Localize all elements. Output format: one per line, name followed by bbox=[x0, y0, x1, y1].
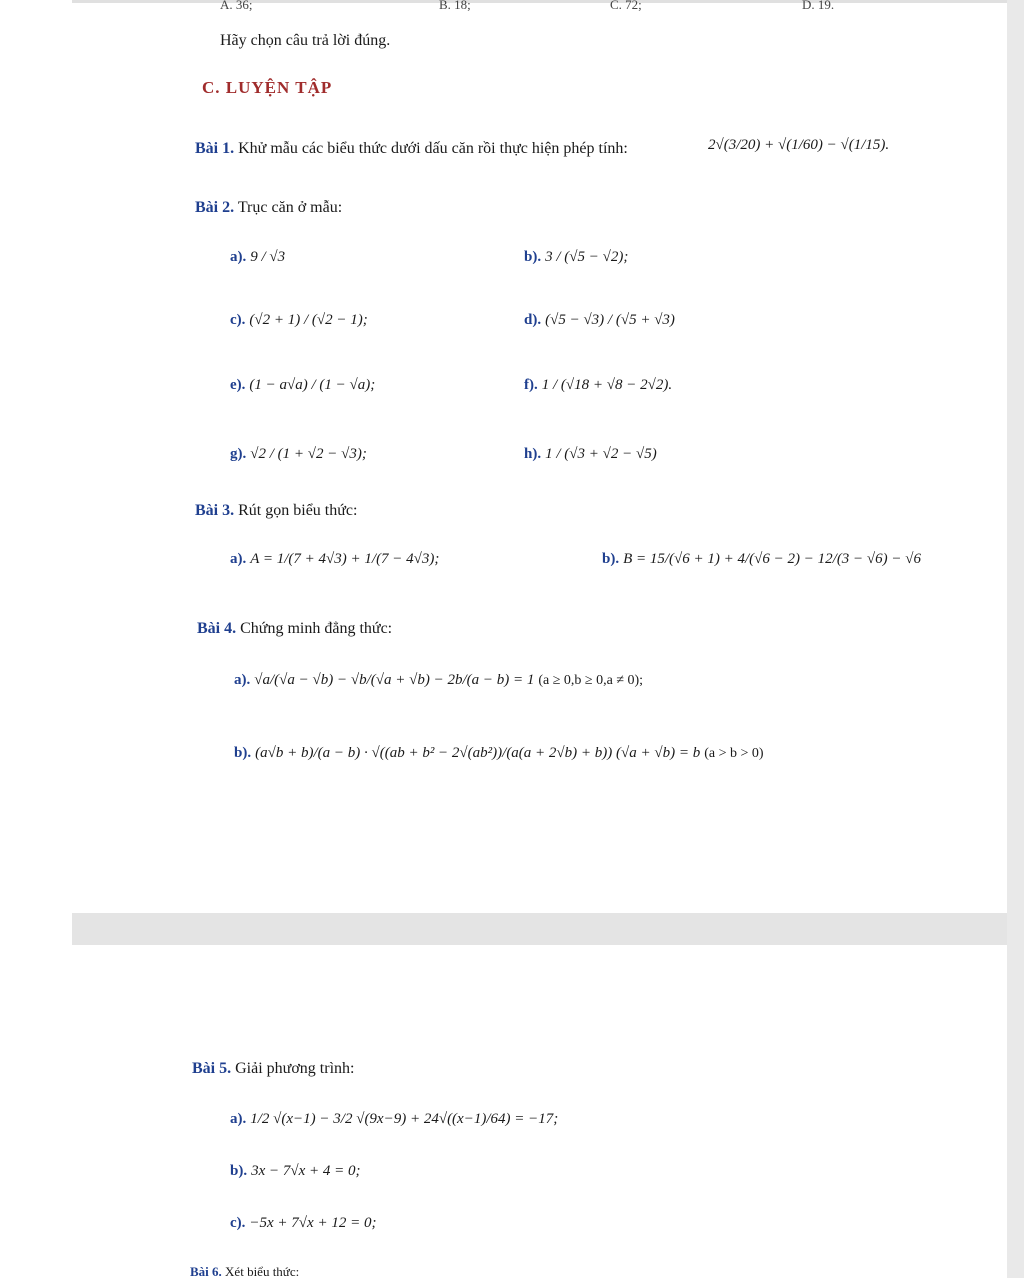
bai2-text: Trục căn ở mẫu: bbox=[237, 199, 343, 216]
bai5-c-expr: −5x + 7√x + 12 = 0; bbox=[249, 1215, 377, 1231]
bai2-h-label: h). bbox=[524, 446, 542, 462]
bai5-item-c bbox=[230, 1214, 376, 1232]
bai3-a-expr: A = 1/(7 + 4√3) + 1/(7 − 4√3); bbox=[250, 551, 440, 567]
bai3-text: Rút gọn biểu thức: bbox=[238, 502, 358, 519]
bai4-a-label: a). bbox=[234, 672, 251, 688]
bai6-text: Xét biểu thức: bbox=[225, 1264, 300, 1279]
bai5-c-label: c). bbox=[230, 1215, 246, 1231]
bai2-g-expr: √2 / (1 + √2 − √3); bbox=[250, 446, 367, 462]
bai2-heading bbox=[195, 199, 342, 217]
bai2-d-label: d). bbox=[524, 312, 542, 328]
bai4-a-condition: (a ≥ 0,b ≥ 0,a ≠ 0); bbox=[538, 673, 644, 688]
bai1-expr: 2√(3/20) + √(1/60) − √(1/15). bbox=[708, 137, 890, 153]
bai2-item-b bbox=[524, 248, 628, 266]
bai4-text: Chứng minh đẳng thức: bbox=[240, 620, 393, 637]
bai5-item-b bbox=[230, 1162, 361, 1180]
bai2-item-e bbox=[230, 376, 375, 394]
bai2-label: Bài 2. bbox=[195, 199, 235, 216]
bai2-c-label: c). bbox=[230, 312, 246, 328]
document-page-1 bbox=[72, 0, 1007, 913]
document-page-2 bbox=[72, 945, 1007, 1278]
option-d: D. 19. bbox=[802, 0, 835, 12]
bai5-heading bbox=[192, 1060, 354, 1078]
bai2-e-label: e). bbox=[230, 377, 246, 393]
bai2-item-a bbox=[230, 248, 285, 266]
bai2-g-label: g). bbox=[230, 446, 247, 462]
bai2-f-label: f). bbox=[524, 377, 538, 393]
bai3-b-label: b). bbox=[602, 551, 620, 567]
bai4-item-b bbox=[234, 744, 764, 762]
bai6-label: Bài 6. bbox=[190, 1264, 222, 1279]
bai2-d-expr: (√5 − √3) / (√5 + √3) bbox=[545, 312, 675, 328]
bai5-text: Giải phương trình: bbox=[235, 1060, 355, 1077]
bai2-b-label: b). bbox=[524, 249, 542, 265]
bai4-b-expr: (a√b + b)/(a − b) · √((ab + b² − 2√(ab²))/(a(a + 2√b) + b)) (√a + √b) = b bbox=[255, 745, 701, 761]
bai2-b-expr: 3 / (√5 − √2); bbox=[545, 249, 629, 265]
page-margin-left bbox=[0, 0, 72, 1278]
bai1-text: Khử mẫu các biểu thức dưới dấu căn rồi thực hiện phép tính: bbox=[238, 140, 628, 157]
bai2-h-expr: 1 / (√3 + √2 − √5) bbox=[545, 446, 657, 462]
bai4-a-expr: √a/(√a − √b) − √b/(√a + √b) − 2b/(a − b) = 1 bbox=[254, 672, 535, 688]
bai2-e-expr: (1 − a√a) / (1 − √a); bbox=[249, 377, 376, 393]
bai5-a-label: a). bbox=[230, 1111, 247, 1127]
bai2-a-label: a). bbox=[230, 249, 247, 265]
bai2-item-f bbox=[524, 376, 672, 394]
instruction-text: Hãy chọn câu trả lời đúng. bbox=[220, 32, 391, 49]
bai3-a-label: a). bbox=[230, 551, 247, 567]
bai1 bbox=[195, 140, 628, 158]
option-b: B. 18; bbox=[439, 0, 471, 12]
bai5-a-expr: 1/2 √(x−1) − 3/2 √(9x−9) + 24√((x−1)/64) = −17; bbox=[250, 1111, 559, 1127]
bai1-label: Bài 1. bbox=[195, 140, 235, 157]
bai5-b-expr: 3x − 7√x + 4 = 0; bbox=[251, 1163, 361, 1179]
bai5-label: Bài 5. bbox=[192, 1060, 232, 1077]
bai2-item-d bbox=[524, 311, 675, 329]
bai4-b-label: b). bbox=[234, 745, 252, 761]
bai2-a-expr: 9 / √3 bbox=[250, 249, 286, 265]
bai2-f-expr: 1 / (√18 + √8 − 2√2). bbox=[541, 377, 673, 393]
bai5-b-label: b). bbox=[230, 1163, 248, 1179]
option-a: A. 36; bbox=[220, 0, 253, 12]
option-c: C. 72; bbox=[610, 0, 642, 12]
bai3-b-expr: B = 15/(√6 + 1) + 4/(√6 − 2) − 12/(3 − √6) − √6 bbox=[623, 551, 922, 567]
page-separator bbox=[72, 913, 1007, 945]
bai2-item-g bbox=[230, 445, 367, 463]
bai3-heading bbox=[195, 502, 357, 520]
scrollbar-track[interactable] bbox=[1007, 0, 1024, 1278]
bai3-item-b bbox=[602, 550, 921, 568]
bai3-label: Bài 3. bbox=[195, 502, 235, 519]
bai4-label: Bài 4. bbox=[197, 620, 237, 637]
bai2-item-c bbox=[230, 311, 368, 329]
bai4-item-a bbox=[234, 671, 643, 689]
bai2-item-h bbox=[524, 445, 657, 463]
bai3-item-a bbox=[230, 550, 439, 568]
bai2-c-expr: (√2 + 1) / (√2 − 1); bbox=[249, 312, 368, 328]
bai5-item-a bbox=[230, 1110, 558, 1128]
bai4-heading bbox=[197, 620, 392, 638]
section-title: C. LUYỆN TẬP bbox=[202, 78, 333, 97]
bai4-b-condition: (a > b > 0) bbox=[704, 746, 764, 761]
